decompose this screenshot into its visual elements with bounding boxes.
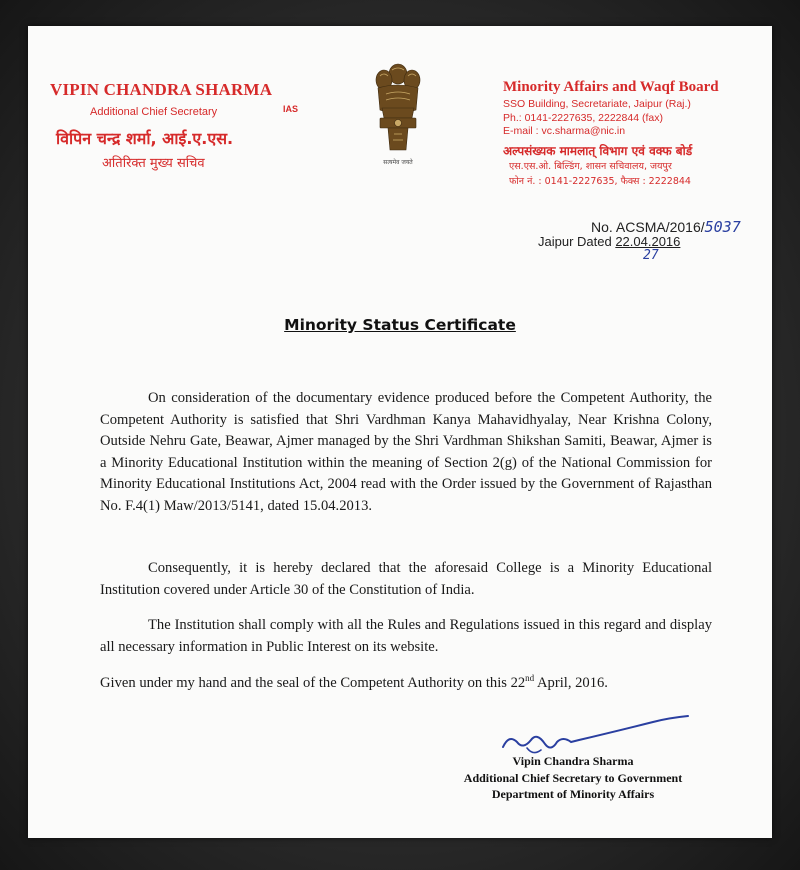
board-name-english: Minority Affairs and Waqf Board [503, 79, 719, 95]
officer-name-hindi: विपिन चन्द्र शर्मा, आई.ए.एस. [56, 129, 234, 148]
paragraph-given-under-hand [100, 668, 712, 694]
handwritten-date-note: 27 [643, 248, 659, 263]
address-hindi: एस.एस.ओ. बिल्डिंग, शासन सचिवालय, जयपुर [509, 160, 672, 172]
signature-block [428, 753, 718, 803]
paragraph-consideration: On consideration of the documentary evidence produced before the Competent Authority, the Competent Authority is satisfied that Shri Vardhman Kanya Mahavidhyalay, Near Krishna Colony, Outside Nehru Gate, Beawar, Ajmer managed by the Shri Vardhman Shikshan Samiti, Beawar, Ajmer is a Minority Educational Institution within the meaning of Section 2(g) of the National Commission for Minority Educational Institutions Act, 2004 read with the Order issued by the Government of Rajasthan No. F.4(1) Maw/2013/5141, dated 15.04.2013. [100, 390, 712, 514]
officer-name-english: VIPIN CHANDRA SHARMA [50, 80, 273, 99]
reference-prefix: No. ACSMA/2016/ [591, 219, 705, 235]
phone-hindi: फोन नं. : 0141-2227635, फैक्स : 2222844 [509, 175, 691, 187]
signatory-name: Vipin Chandra Sharma [512, 754, 634, 768]
signatory-title: Additional Chief Secretary to Government [463, 770, 683, 785]
lion-capital-icon [368, 60, 428, 158]
email-address: E-mail : vc.sharma@nic.in [503, 125, 626, 137]
reference-handwritten-number: 5037 [704, 218, 741, 236]
given-text-after: April, 2016. [534, 674, 608, 691]
letterhead-left [50, 80, 300, 171]
issue-date: 22.04.2016 [615, 234, 681, 249]
address-english: SSO Building, Secretariate, Jaipur (Raj.) [503, 98, 691, 110]
dated-label: Jaipur Dated [538, 234, 616, 249]
board-name-hindi: अल्पसंख्यक मामलात् विभाग एवं वक्फ बोर्ड [503, 143, 693, 158]
paragraph-compliance: The Institution shall comply with all the Rules and Regulations issued in this regard and display all necessary information in Public Interest on its website. [100, 617, 712, 655]
dated-line [538, 234, 680, 249]
document-page [28, 26, 772, 838]
given-text-before: Given under my hand and the seal of the Competent Authority on this 22 [100, 674, 526, 691]
signatory-department: Department of Minority Affairs [491, 787, 655, 801]
officer-designation-english: Additional Chief Secretary [90, 106, 218, 118]
officer-designation-hindi: अतिरिक्त मुख्य सचिव [102, 156, 205, 171]
certificate-title: Minority Status Certificate [284, 316, 516, 334]
letterhead-right [503, 79, 768, 189]
paragraph-declaration: Consequently, it is hereby declared that the aforesaid College is a Minority Educational Institution covered under Article 30 of the Constitution of India. [100, 560, 712, 598]
given-text-suffix: nd [525, 673, 535, 683]
ias-label: IAS [283, 104, 299, 114]
phone-english: Ph.: 0141-2227635, 2222844 (fax) [503, 111, 663, 124]
national-emblem [368, 60, 428, 170]
emblem-motto: सत्यमेव जयते [383, 159, 413, 166]
